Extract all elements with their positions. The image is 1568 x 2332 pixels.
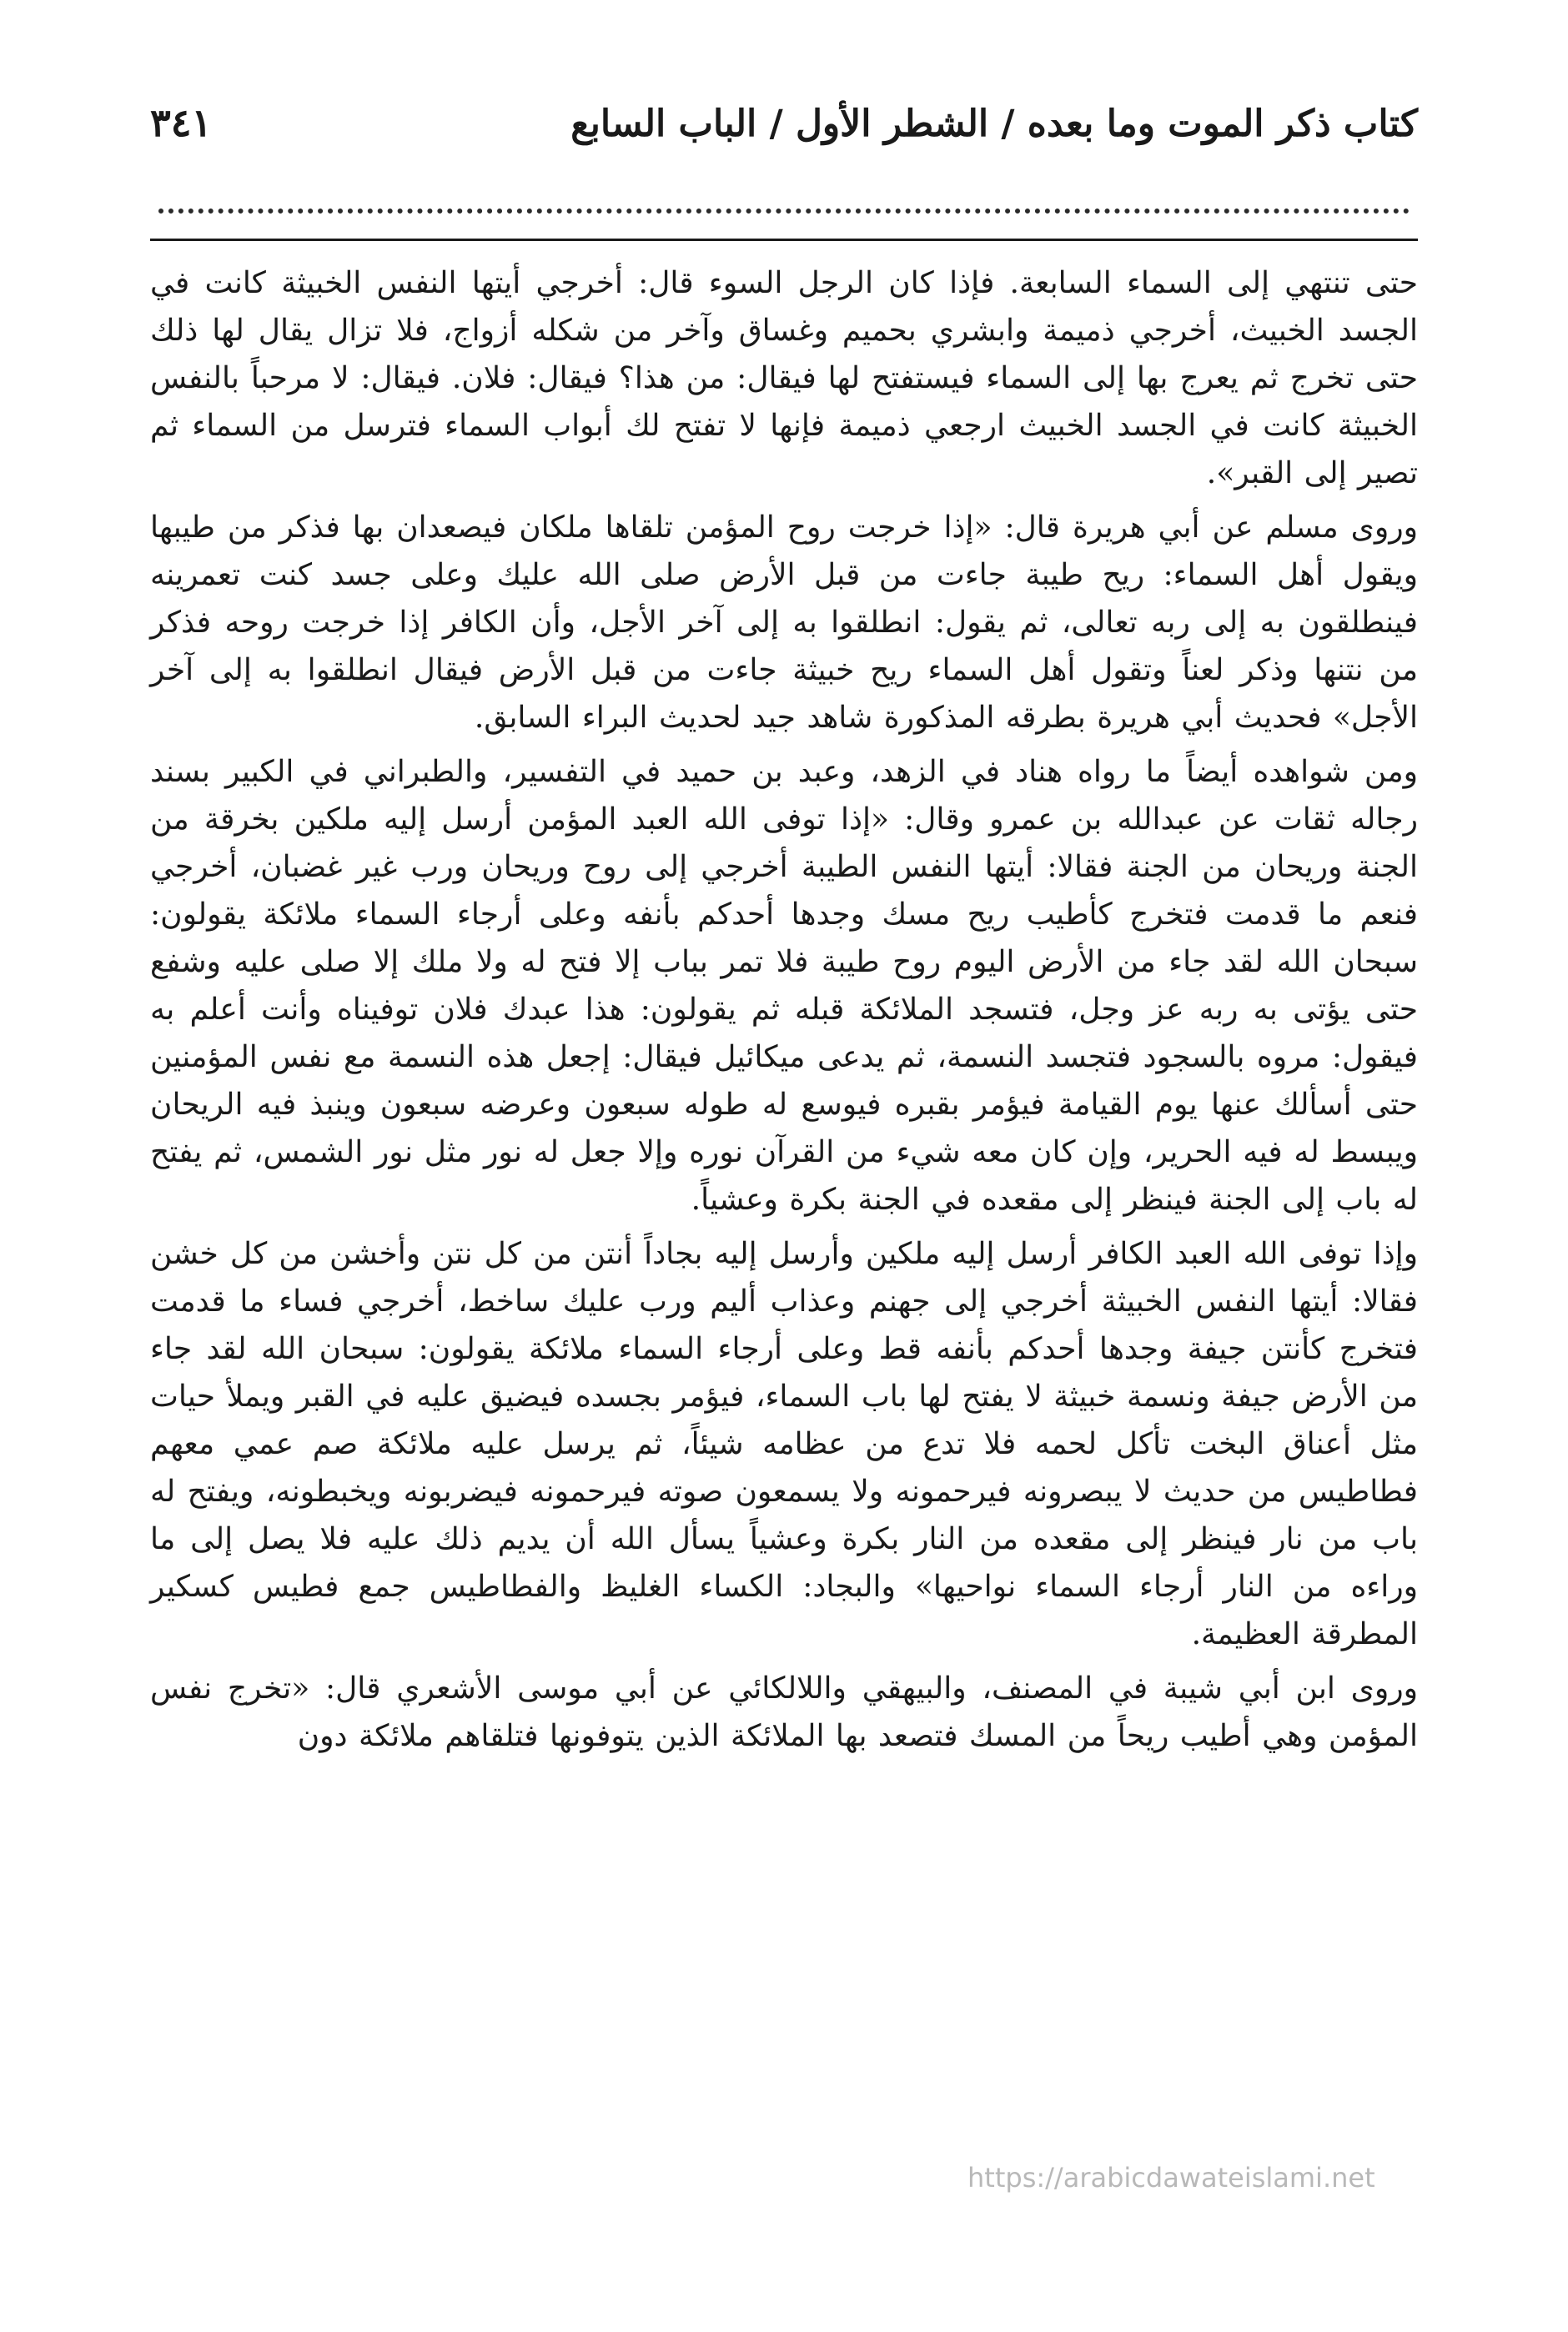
page-number: ٣٤١ — [150, 100, 213, 145]
paragraph-2: وروى مسلم عن أبي هريرة قال: «إذا خرجت روح المؤمن تلقاها ملكان فيصعدان بها فذكر من طيبها ويقول أهل السماء: ريح طيبة جاءت من قبل الأرض صلى الله عليك وعلى جسد كنت تعمرينه فينطلقون به إلى ربه تعالى، ثم يقول: انطلقوا به إلى آخر الأجل، وأن الكافر إذا خرجت روحه فذكر من نتنها وذكر لعناً وتقول أهل السماء ريح خبيثة جاءت من قبل الأرض فيقال انطلقوا به إلى آخر الأجل» فحديث أبي هريرة بطرقه المذكورة شاهد جيد لحديث البراء السابق. — [150, 510, 1418, 735]
paragraph-4: وإذا توفى الله العبد الكافر أرسل إليه ملكين وأرسل إليه بجاداً أنتن من كل نتن وأخشن من كل خشن فقالا: أيتها النفس الخبيثة أخرجي إلى جهنم وعذاب أليم ورب عليك ساخط، أخرجي فساء ما قدمت فتخرج كأنتن جيفة وجدها أحدكم بأنفه قط وعلى أرجاء السماء ملائكة يقولون: سبحان الله لقد جاء من الأرض جيفة ونسمة خبيثة لا يفتح لها باب السماء، فيؤمر بجسده فيضيق عليه في القبر ويملأ حيات مثل أعناق البخت تأكل لحمه فلا تدع من عظامه شيئاً، ثم يرسل عليه ملائكة صم عمي معهم فطاطيس من حديث لا يبصرونه فيرحمونه ولا يسمعون صوته فيرحمونه فيضربونه ويخبطونه، ويفتح له باب من نار فينظر إلى مقعده من النار بكرة وعشياً يسأل الله أن يديم ذلك عليه فلا يصل إلى ما وراءه من النار أرجاء السماء نواحيها» والبجاد: الكساء الغليظ والفطاطيس جمع فطيس كسكير المطرقة العظيمة. — [150, 1237, 1418, 1651]
paragraph-5: وروى ابن أبي شيبة في المصنف، والبيهقي واللالكائي عن أبي موسى الأشعري قال: «تخرج نفس المؤمن وهي أطيب ريحاً من المسك فتصعد بها الملائكة الذين يتوفونها فتلقاهم ملائكة دون — [150, 1671, 1418, 1753]
watermark-url: https://arabicdawateislami.net — [967, 2162, 1375, 2194]
paragraph-3: ومن شواهده أيضاً ما رواه هناد في الزهد، وعبد بن حميد في التفسير، والطبراني في الكبير بسند رجاله ثقات عن عبدالله بن عمرو وقال: «إذا توفى الله العبد المؤمن أرسل إليه ملكين بخرقة من الجنة وريحان من الجنة فقالا: أيتها النفس الطيبة أخرجي إلى روح وريحان ورب غير غضبان، أخرجي فنعم ما قدمت فتخرج كأطيب ريح مسك وجدها أحدكم بأنفه وعلى أرجاء السماء ملائكة يقولون: سبحان الله لقد جاء من الأرض اليوم روح طيبة فلا تمر بباب إلا فتح له ولا ملك إلا صلى عليه وشفع حتى يؤتى به ربه عز وجل، فتسجد الملائكة قبله ثم يقولون: هذا عبدك فلان توفيناه وأنت أعلم به فيقول: مروه بالسجود فتجسد النسمة، ثم يدعى ميكائيل فيقال: إجعل هذه النسمة مع نفس المؤمنين حتى أسألك عنها يوم القيامة فيؤمر بقبره فيوسع له طوله سبعون وعرضه سبعون وينبذ فيه الريحان ويبسط له فيه الحرير، وإن كان معه شيء من القرآن نوره وإلا جعل له نور مثل نور الشمس، ثم يفتح له باب إلى الجنة فينظر إلى مقعده في الجنة بكرة وعشياً. — [150, 755, 1419, 1217]
book-page — [150, 100, 1418, 2202]
paragraph-1: حتى تنتهي إلى السماء السابعة. فإذا كان الرجل السوء قال: أخرجي أيتها النفس الخبيثة كانت في الجسد الخبيث، أخرجي ذميمة وابشري بحميم وغساق وآخر من شكله أزواج، فلا تزال يقال لها ذلك حتى تخرج ثم يعرج بها إلى السماء فيستفتح لها فيقال: من هذا؟ فيقال: فلان. فيقال: لا مرحباً بالنفس الخبيثة كانت في الجسد الخبيث ارجعي ذميمة فإنها لا تفتح لك أبواب السماء فترسل من السماء ثم تصير إلى القبر». — [150, 266, 1418, 490]
dotted-divider — [158, 209, 1410, 214]
header-title: كتاب ذكر الموت وما بعده / الشطر الأول / الباب السابع — [570, 103, 1418, 145]
running-header — [150, 100, 1418, 175]
header-rule — [150, 239, 1418, 241]
page-body — [150, 259, 1418, 1760]
